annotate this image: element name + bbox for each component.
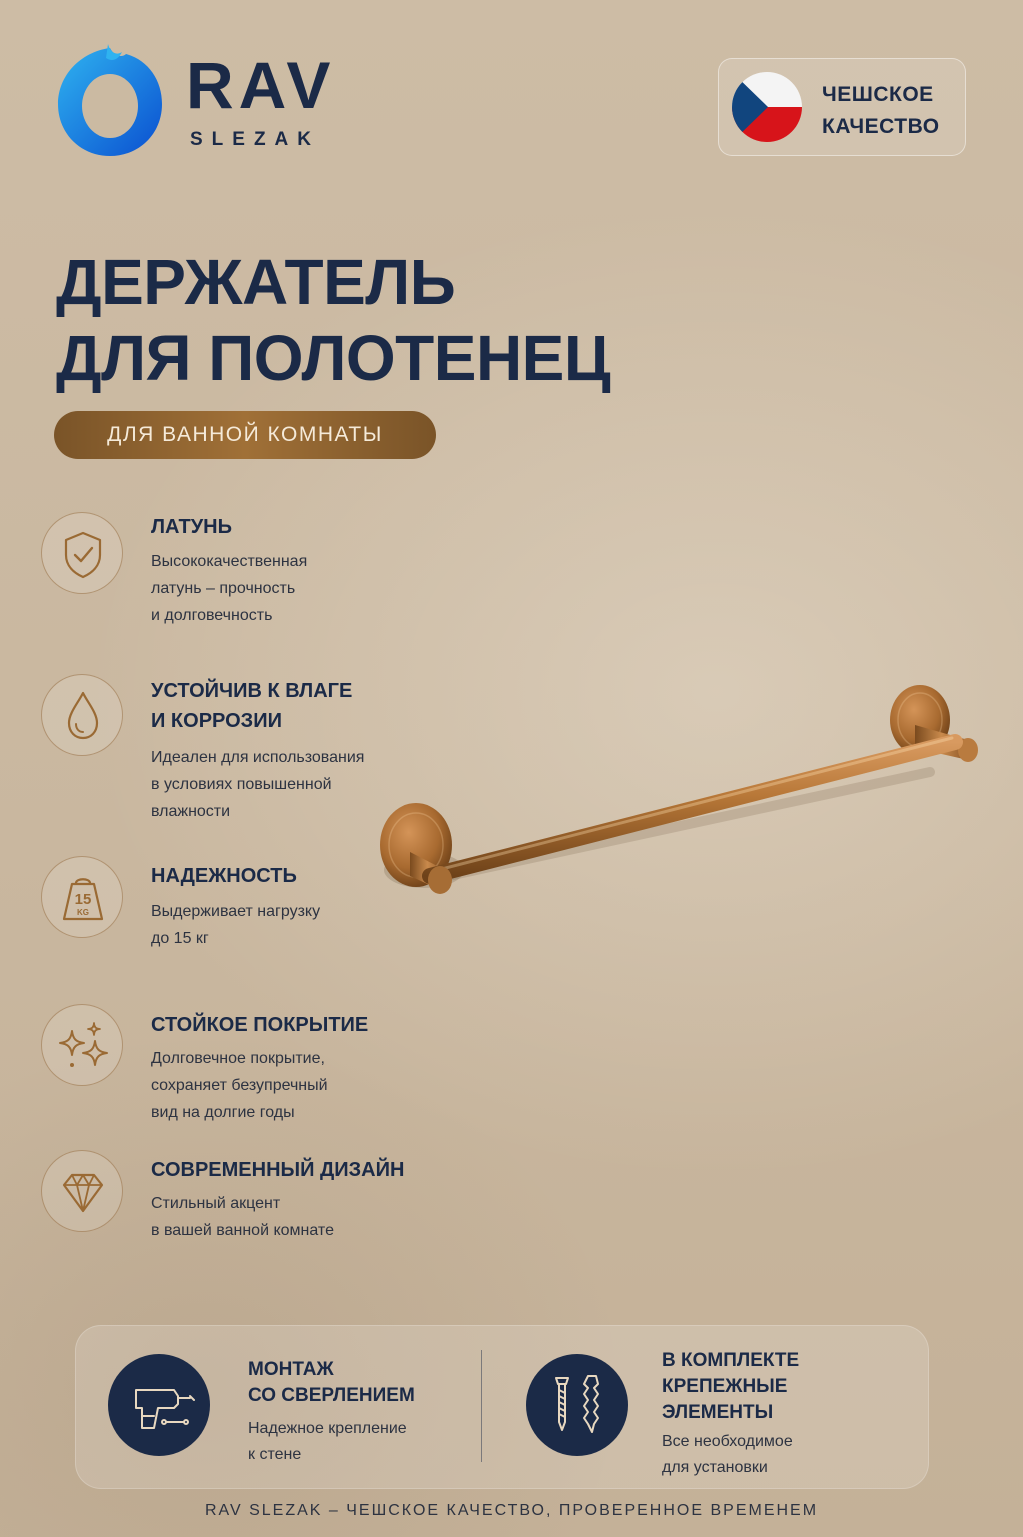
feature-desc-brass [151,548,307,629]
diamond-icon [41,1150,123,1232]
title-line: УСТОЙЧИВ К ВЛАГЕ [151,680,353,702]
desc-line: и долговечность [151,607,273,624]
title-line-1: ДЕРЖАТЕЛЬ [56,246,456,318]
desc-line: для установки [662,1459,768,1476]
screw-anchor-icon [526,1354,628,1456]
feature-title-brass: ЛАТУНЬ [151,516,232,538]
desc-line: Высококачественная [151,553,308,570]
feature-title-moisture [151,676,352,736]
kit-desc [662,1429,793,1481]
weight-unit: KG [77,908,89,917]
title-line: И КОРРОЗИИ [151,710,282,732]
feature-title-design: СОВРЕМЕННЫЙ ДИЗАЙН [151,1159,405,1181]
feature-desc-design [151,1190,334,1244]
badge-line-1: ЧЕШСКОЕ [822,83,934,106]
mount-desc [248,1416,407,1468]
brand-sub: SLEZAK [190,129,320,150]
desc-line: Долговечное покрытие, [151,1050,325,1067]
panel-divider [481,1350,482,1462]
desc-line: влажности [151,803,231,820]
feature-desc-coating [151,1045,328,1126]
desc-line: Выдерживает нагрузку [151,903,321,920]
desc-line: в условиях повышенной [151,776,332,793]
desc-line: к стене [248,1446,302,1463]
kit-title [662,1348,799,1426]
desc-line: Идеален для использования [151,749,365,766]
shield-check-icon [41,512,123,594]
rav-logo-icon [56,42,164,158]
title-line-2: ДЛЯ ПОЛОТЕНЕЦ [56,322,611,394]
title-line: СО СВЕРЛЕНИЕМ [248,1385,415,1406]
title-line: ЭЛЕМЕНТЫ [662,1402,774,1423]
weight-15kg-icon [41,856,123,938]
feature-title-coating: СТОЙКОЕ ПОКРЫТИЕ [151,1014,369,1036]
czech-flag-icon [732,72,802,142]
title-line: МОНТАЖ [248,1359,334,1380]
desc-line: Стильный акцент [151,1195,281,1212]
footer-tagline: RAV SLEZAK – ЧЕШСКОЕ КАЧЕСТВО, ПРОВЕРЕННОЕ ВРЕМЕНЕМ [204,1502,819,1519]
feature-desc-reliability [151,898,320,952]
brand-name: RAV [186,48,336,122]
page-title [56,244,610,396]
mount-title [248,1357,415,1409]
desc-line: Надежное крепление [248,1420,407,1437]
water-drop-icon [41,674,123,756]
badge-line-2: КАЧЕСТВО [822,115,940,138]
feature-title-reliability: НАДЕЖНОСТЬ [151,865,297,887]
feature-desc-moisture [151,744,364,825]
weight-number: 15 [74,891,92,908]
sparkles-icon [41,1004,123,1086]
desc-line: вид на долгие годы [151,1104,295,1121]
drill-icon [108,1354,210,1456]
desc-line: до 15 кг [151,930,209,947]
subtitle-pill: ДЛЯ ВАННОЙ КОМНАТЫ [54,411,436,459]
title-line: В КОМПЛЕКТЕ [662,1350,800,1371]
desc-line: Все необходимое [662,1433,793,1450]
desc-line: латунь – прочность [151,580,296,597]
desc-line: сохраняет безупречный [151,1077,328,1094]
towel-holder-product-image [370,680,1000,920]
desc-line: в вашей ванной комнате [151,1222,334,1239]
title-line: КРЕПЕЖНЫЕ [662,1376,788,1397]
